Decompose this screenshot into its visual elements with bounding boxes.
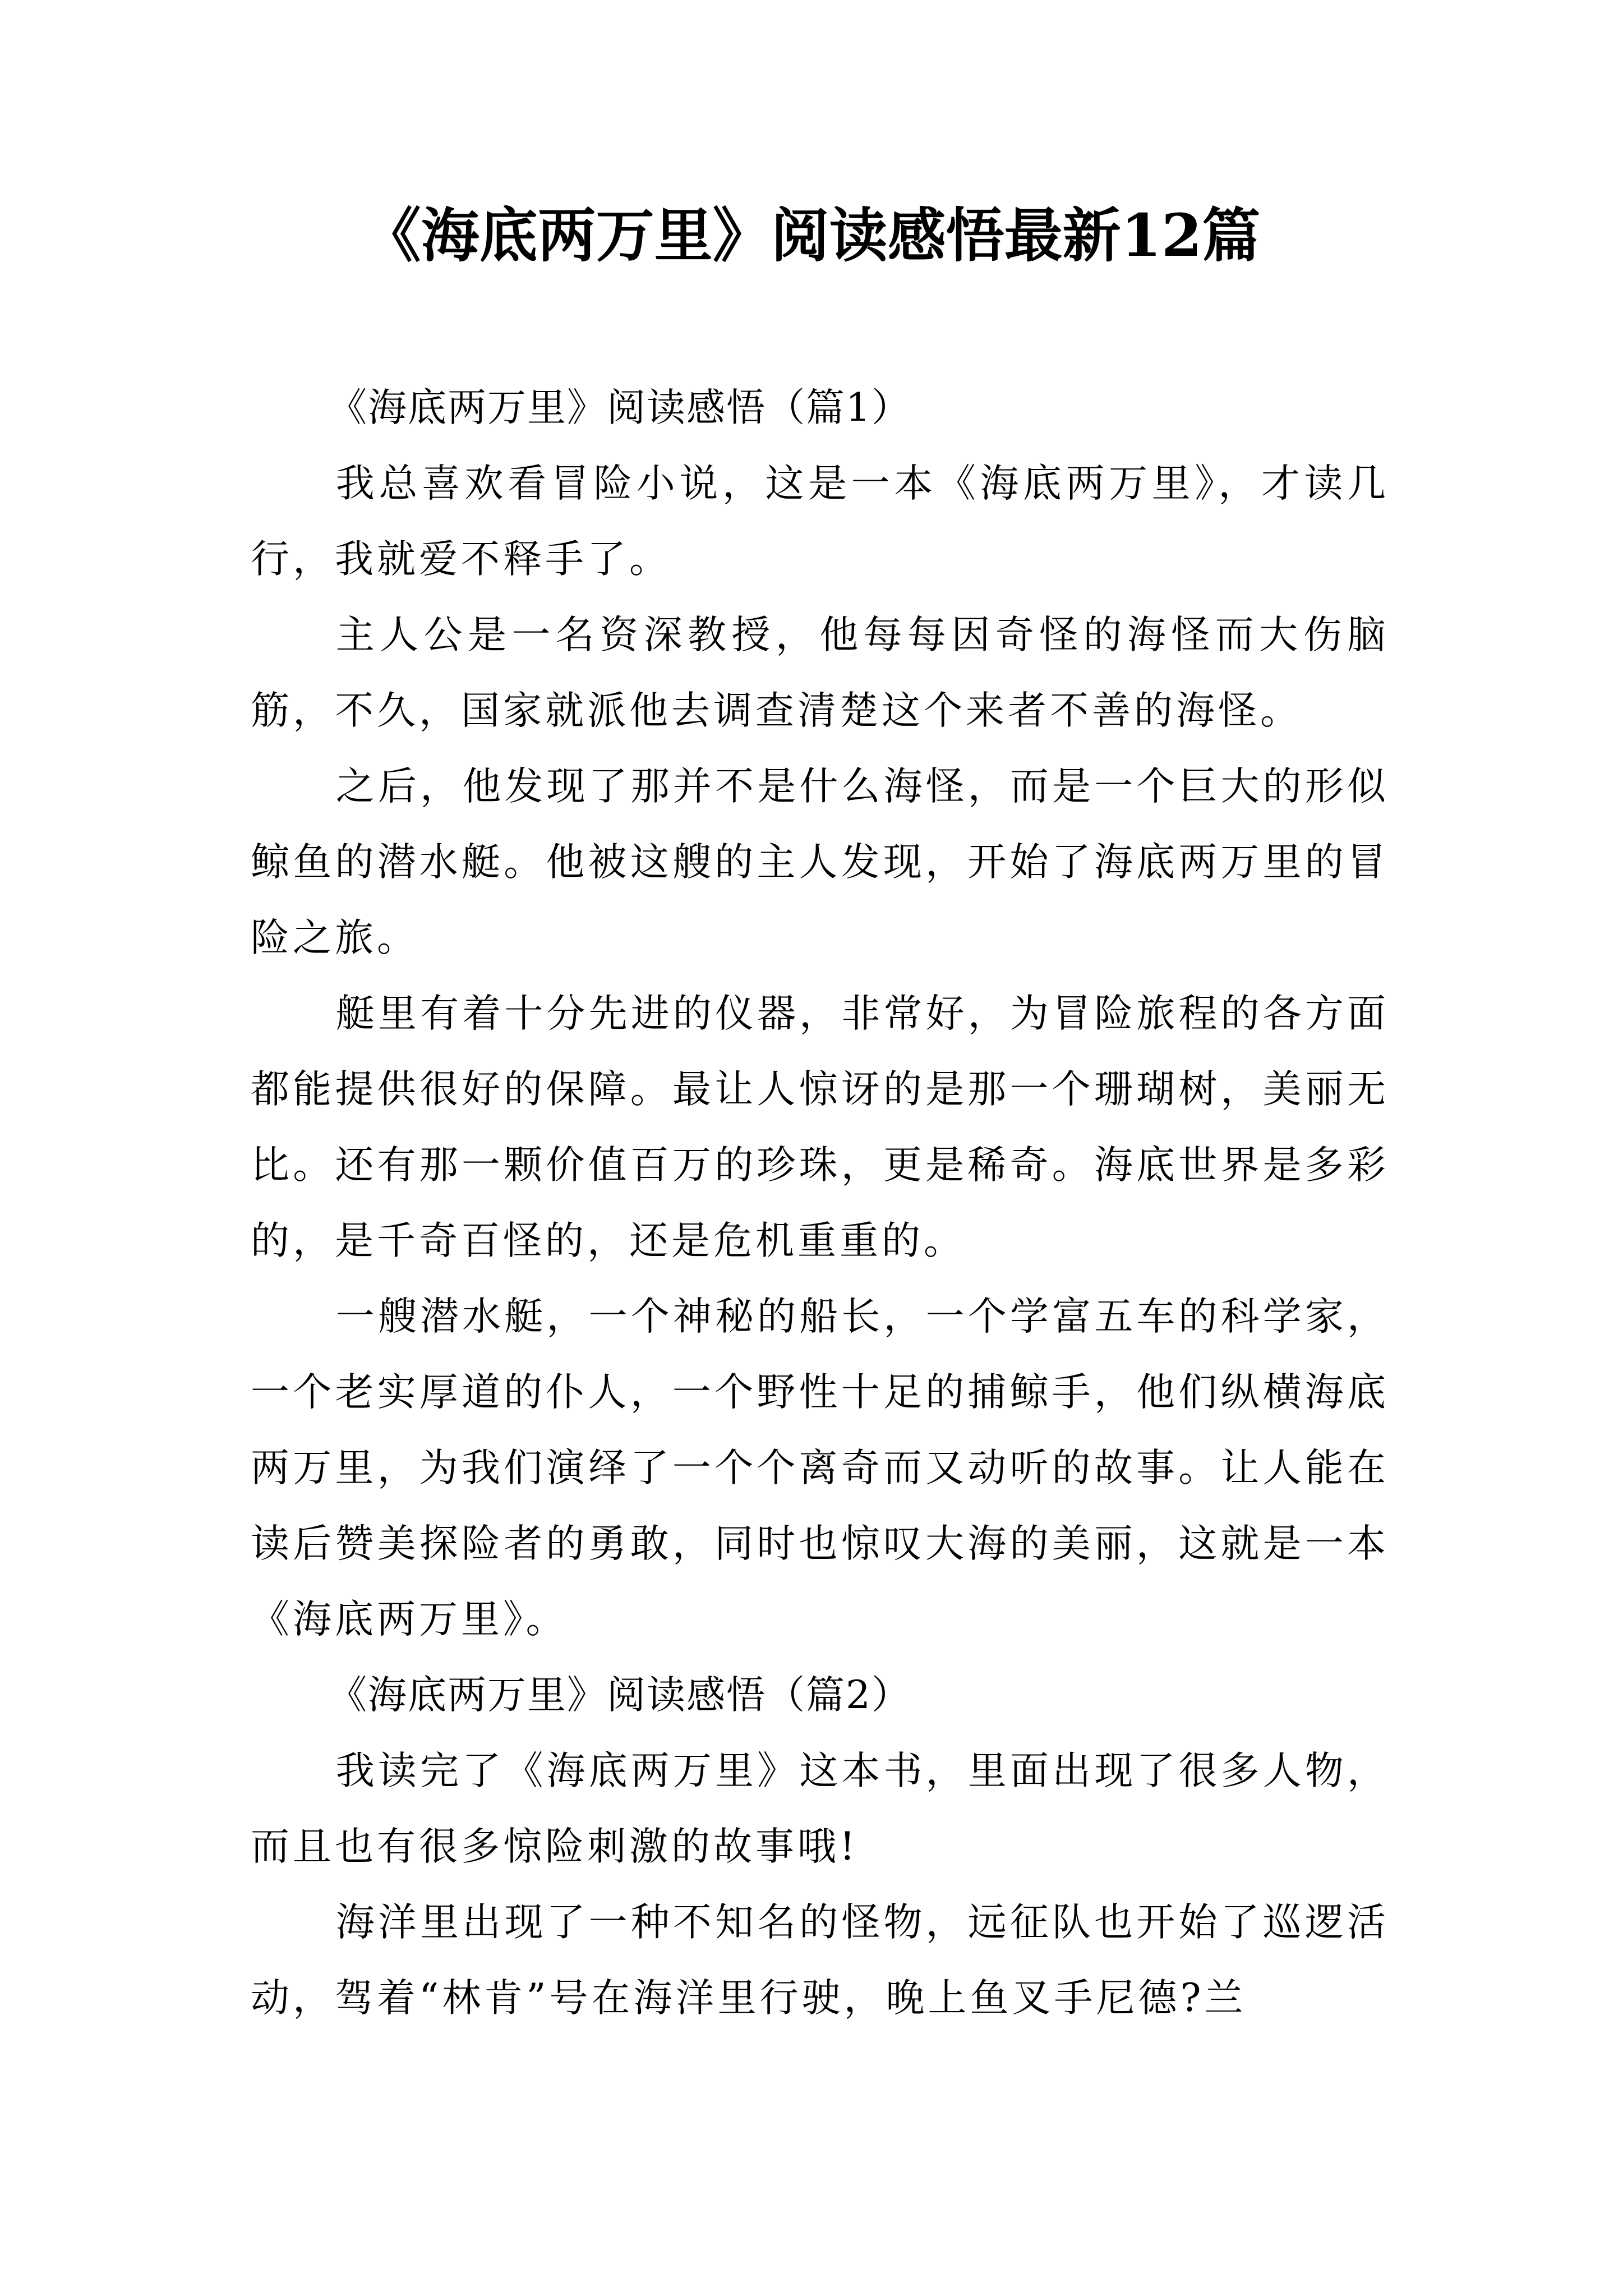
paragraph: 之后，他发现了那并不是什么海怪，而是一个巨大的形似鲸鱼的潜水艇。他被这艘的主人发现，开始了海底两万里的冒险之旅。: [251, 764, 1389, 960]
section-heading-1: 《海底两万里》阅读感悟（篇1）: [328, 385, 911, 430]
document-body: [251, 370, 1389, 2036]
paragraph: 艇里有着十分先进的仪器，非常好，为冒险旅程的各方面都能提供很好的保障。最让人惊讶的是那一个珊瑚树，美丽无比。还有那一颗价值百万的珍珠，更是稀奇。海底世界是多彩的，是千奇百怪的，还是危机重重的。: [251, 991, 1389, 1263]
paragraph: 一艘潜水艇，一个神秘的船长，一个学富五车的科学家，一个老实厚道的仆人，一个野性十足的捕鲸手，他们纵横海底两万里，为我们演绎了一个个离奇而又动听的故事。让人能在读后赞美探险者的勇敢，同时也惊叹大海的美丽，这就是一本《海底两万里》。: [251, 1294, 1389, 1642]
paragraph: 我总喜欢看冒险小说，这是一本《海底两万里》，才读几行，我就爱不释手了。: [251, 461, 1389, 582]
document-title: 《海底两万里》阅读感悟最新12篇: [362, 201, 1261, 270]
section-heading-2: 《海底两万里》阅读感悟（篇2）: [328, 1673, 911, 1718]
paragraph: 主人公是一名资深教授，他每每因奇怪的海怪而大伤脑筋，不久，国家就派他去调查清楚这个来者不善的海怪。: [251, 613, 1389, 733]
paragraph: 海洋里出现了一种不知名的怪物，远征队也开始了巡逻活动，驾着“林肯”号在海洋里行驶，晚上鱼叉手尼德?兰: [251, 1900, 1389, 2021]
paragraph: 我读完了《海底两万里》这本书，里面出现了很多人物，而且也有很多惊险刺激的故事哦!: [251, 1749, 1389, 1869]
